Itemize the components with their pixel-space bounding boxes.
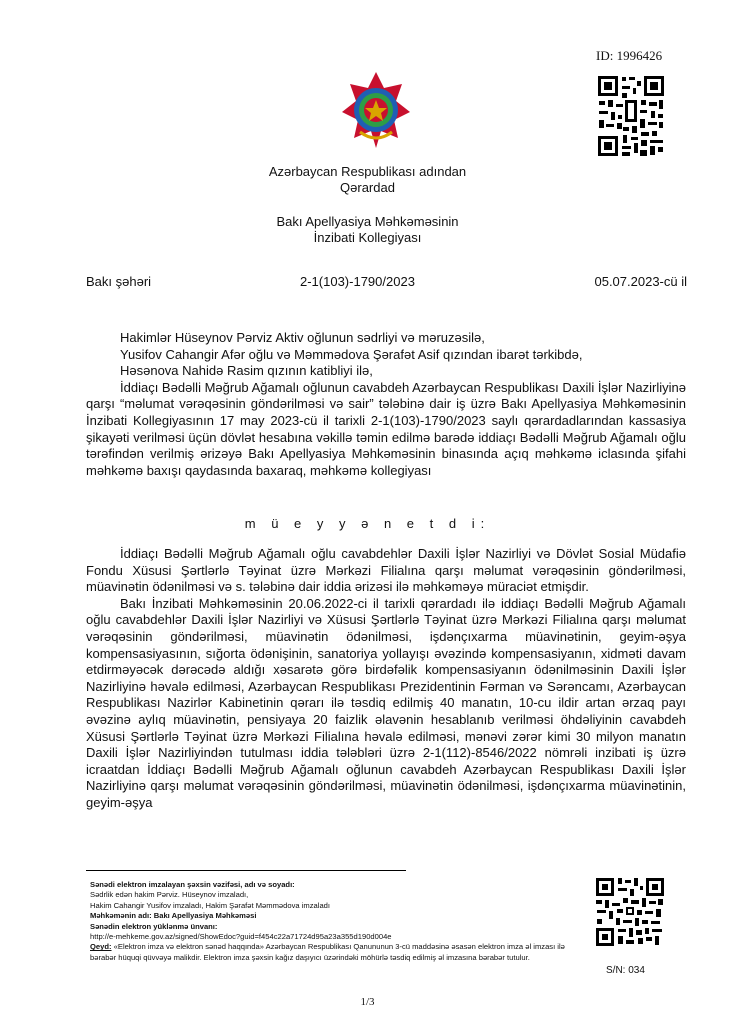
city: Bakı şəhəri [86,274,152,289]
court-name: Bakı Apellyasiya Məhkəməsinin [276,214,459,229]
note-text: «Elektron imza və elektron sənəd haqqında» Azərbaycan Respublikası Qanununun 3-cü maddəsinə əsasən elektron imza əl imzası ilə bərabər hüquqi qüvvəyə malikdir. Elektron imza şəxsin kağız daşıyıcı üzərindəki möhürlə təsdiq edilmiş əl imzasına bərabər tutulur. [90,942,565,962]
signer-line-1: Sədrlik edən hakim Pərviz. Hüseynov imzaladı, [90,890,249,900]
signer-line-2: Hakim Cahangir Yusifov imzaladı, Hakim Şərafət Məmmədova imzaladı [90,900,330,910]
court-value: Bakı Apellyasiya Məhkəməsi [153,911,257,921]
document-url[interactable]: http://e-mehkeme.gov.az/signed/ShowEdoc?guid=f454c22a71724d95a23a355d190d004e [90,932,392,942]
state-emblem-icon [340,70,412,150]
case-number: 2-1(103)-1790/2023 [300,274,415,289]
page-number: 1/3 [360,996,375,1008]
body-paragraph-2: Bakı İnzibati Məhkəməsinin 20.06.2022-ci il tarixli qərardadı ilə iddiaçı Bədəlli Məğrub Ağamalı oğlu cavabdehlər Daxili İşlər Nazirliyi və Xüsusi Şərtlərlə Təyinat üzrə Mərkəzi Filialına qarşı məlumat vərəqəsinin göndərilməsi, müavinətin ödənilməsi, işdənçıxarma müavinətinin, geyim-əşya kompensasiyasının, sığorta ödənişinin, sanatoriya yollayışı əvəzində kompensasiyanın, xidməti davam etdirməyəcək dərəcədə aldığı xəsarətə görə birdəfəlik kompensasiyanın ödənilməsinin Daxili İşlər Nazirliyinə həvalə edilməsi, Azərbaycan Respublikası Prezidentinin Fərman və Sərəncamı, Azərbaycan Respublikası Nazirlər Kabinetinin qərarı ilə təsdiq edilmiş 40 manatın, 10-cu ildir artan ərzaq payı əvəzinə aylıq müavinətin, pensiyaya 20 faizlik əlavənin hesablanıb verilməsi öhdəliyinin cavabdeh Xüsusi Şərtlərlə Təyinat üzrə Mərkəzi Filialına həvalə edilməsi, mənəvi zərər kimi 30 milyon manatın Daxili İşlər Nazirliyindən tutulması iddia tələbləri üzrə 2-1(112)-8546/2022 nömrəli inzibati iş üzrə icraatdan İddiaçı Bədəlli Məğrub Ağamalı oğlunun cavabdeh Azərbaycan Respublikası Daxili İşlər Nazirliyinə qarşı məlumat vərəqəsinin göndərilməsi, müavinətin ödənilməsi, işdənçıxarma müavinətinin, geyim-əşya [86,595,686,810]
court-label: Məhkəmənin adı: [90,911,152,921]
footer-divider [86,870,406,871]
note-label: Qeyd: [90,942,112,952]
qr-code-icon [594,876,666,948]
document-id: ID: 1996426 [596,48,663,63]
url-heading: Sənədin elektron yüklənmə ünvanı: [90,921,218,931]
qr-code-icon [596,74,666,158]
body-block [86,546,686,812]
document-type: Qərardad [340,180,395,195]
secretary-line: Həsənova Nahidə Rasim qızının katibliyi ilə, [120,363,373,379]
panel-line: Yusifov Cahangir Afər oğlu və Məmmədova Şərafət Asif qızından ibarət tərkibdə, [120,346,583,362]
signers-heading: Sənədi elektron imzalayan şəxsin vəzifəsi, adı və soyadı: [90,880,295,889]
section-title: m ü e y y ə n e t d i: [244,516,491,531]
body-paragraph-1: İddiaçı Bədəlli Məğrub Ağamalı oğlu cavabdehlər Daxili İşlər Nazirliyi və Dövlət Sosial Müdafiə Fondu Xüsusi Şərtlərlə Təyinat üzrə Mərkəzi Filialına qarşı məlumat vərəqəsinin göndərilməsi, müavinətin ödənilməsi və s. tələbinə dair iddia ərizəsi ilə məhkəməyə müraciət etmişdir. [86,546,686,595]
intro-paragraph: İddiaçı Bədəlli Məğrub Ağamalı oğlunun cavabdeh Azərbaycan Respublikası Daxili İşlər Nazirliyinə qarşı “məlumat vərəqəsinin göndərilməsi və sair” tələbinə dair iş üzrə Bakı Apellyasiya Məhkəməsinin İnzibati Kollegiyasının 17 may 2023-cü il tarixli 2-1(103)-1790/2023 saylı qərardadlarından kassasiya şikayəti verilməsi üçün dövlət hesabına vəkillə təmin edilmə barədə iddiaçı Bədəlli Məğrub Ağamalı oğlu tərəfindən verilmiş ərizəyə Bakı Apellyasiya Məhkəməsinin binasında açıq məhkəmə iclasında şifahi məhkəmə baxışı qaydasında baxaraq, məhkəmə kollegiyası [86,379,686,478]
republic-title: Azərbaycan Respublikası adından [268,164,467,179]
intro-block [86,330,686,479]
judges-line: Hakimlər Hüseynov Pərviz Aktiv oğlunun sədrliyi və məruzəsilə, [120,330,485,345]
serial-number: S/N: 034 [606,965,645,976]
footer-signature-block [90,880,590,963]
decision-date: 05.07.2023-cü il [594,274,687,289]
court-division: İnzibati Kollegiyası [313,230,422,245]
